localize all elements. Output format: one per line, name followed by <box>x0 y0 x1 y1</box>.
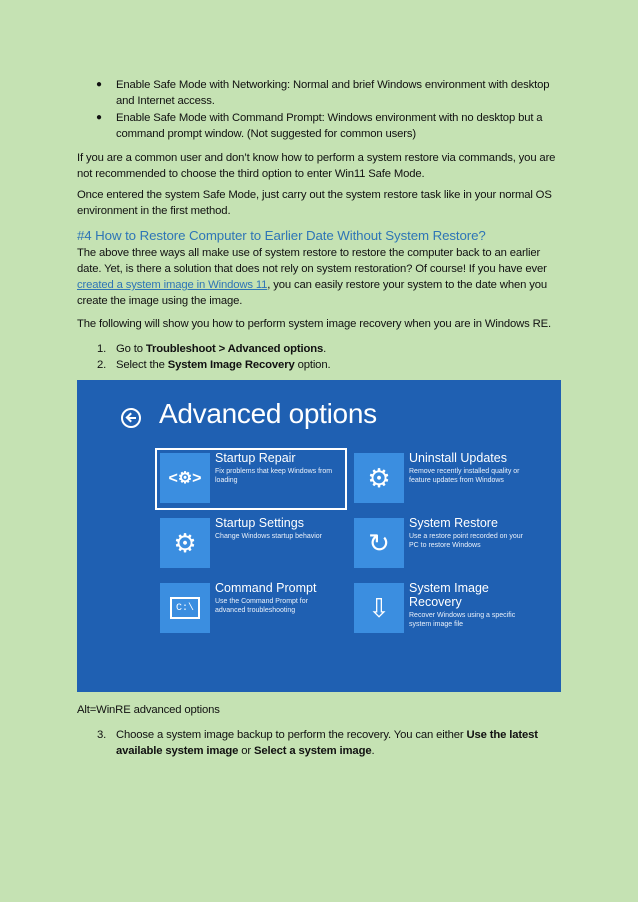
gear-icon: ⚙ <box>354 453 404 503</box>
option-uninstall-updates[interactable]: ⚙ Uninstall Updates Remove recently installed quality or feature updates from Windows <box>354 453 536 505</box>
option-startup-settings[interactable]: ⚙ Startup Settings Change Windows startup behavior <box>160 518 342 570</box>
option-system-image-recovery[interactable]: ⇩ System Image Recovery Recover Windows using a specific system image file <box>354 583 536 635</box>
paragraph: Once entered the system Safe Mode, just carry out the system restore task like in your normal OS environment in the first method. <box>77 189 552 217</box>
paragraph: The following will show you how to perform system image recovery when you are in Windows RE. <box>77 318 552 330</box>
winre-advanced-options-screenshot <box>77 380 561 692</box>
numbered-step: 1. Go to Troubleshoot > Advanced options. <box>97 343 327 355</box>
bullet-text: Enable Safe Mode with Command Prompt: Windows environment with no desktop but a command prompt window. (Not suggested for common users) <box>116 112 543 140</box>
bullet-dot: ● <box>96 112 103 123</box>
code-icon: <⚙> <box>160 453 210 503</box>
image-caption: Alt=WinRE advanced options <box>77 704 220 716</box>
bullet-dot: ● <box>96 79 103 90</box>
gear-icon: ⚙ <box>160 518 210 568</box>
restore-icon: ↻ <box>354 518 404 568</box>
paragraph: If you are a common user and don’t know how to perform a system restore via commands, you are not recommended to choose the third option to enter Win11 Safe Mode. <box>77 152 556 180</box>
numbered-step: 2. Select the System Image Recovery option. <box>97 359 331 371</box>
option-system-restore[interactable]: ↻ System Restore Use a restore point recorded on your PC to restore Windows <box>354 518 536 570</box>
image-recovery-icon: ⇩ <box>354 583 404 633</box>
section-heading: #4 How to Restore Computer to Earlier Date Without System Restore? <box>77 228 486 243</box>
option-command-prompt[interactable]: C:\ Command Prompt Use the Command Prompt for advanced troubleshooting <box>160 583 342 635</box>
option-startup-repair[interactable]: <⚙> Startup Repair Fix problems that keep Windows from loading <box>160 453 342 505</box>
system-image-link[interactable]: created a system image in Windows 11 <box>77 279 268 291</box>
screen-title: Advanced options <box>159 398 377 429</box>
paragraph: The above three ways all make use of system restore to restore the computer back to an earlier date. Yet, is there a solution that does not rely on system restoration? Of course! If you have ever created a system image in Windows 11, you can easily restore your system to the date when you create the image using the image. <box>77 247 547 307</box>
bullet-text: Enable Safe Mode with Networking: Normal and brief Windows environment with desktop and Internet access. <box>116 79 550 107</box>
back-arrow-icon[interactable] <box>121 408 141 428</box>
numbered-step: 3. Choose a system image backup to perform the recovery. You can either Use the latest available system image or Select a system image. <box>97 729 538 757</box>
cmd-icon: C:\ <box>160 583 210 633</box>
